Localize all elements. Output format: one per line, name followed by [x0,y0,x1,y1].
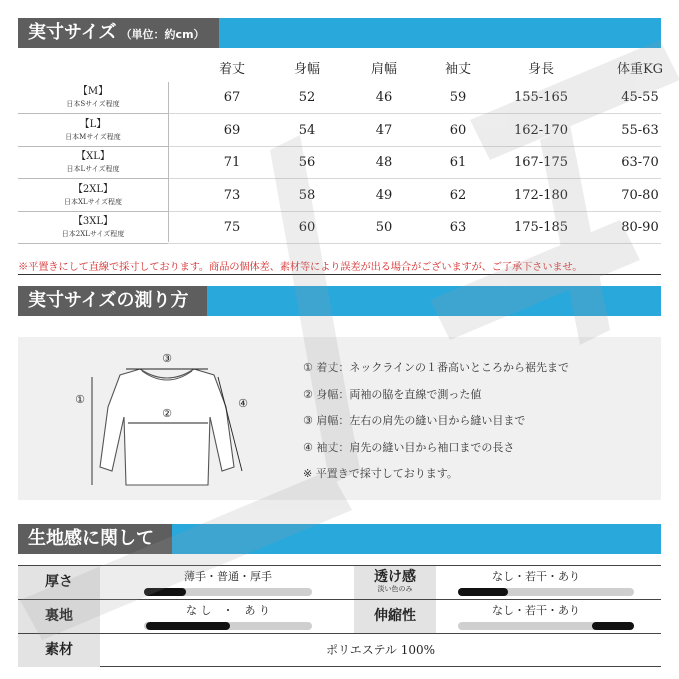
measure-section-tab [18,286,207,316]
size-cell: 175-185 [513,220,569,236]
size-cell: 70-80 [621,187,659,203]
size-equivalent: 日本2XLサイズ程度 [61,230,125,239]
shirt-diagram [68,347,263,497]
size-section-tab [18,18,219,48]
measure-section-title: 実寸サイズの測り方 [28,290,189,311]
size-row [18,115,661,147]
size-cell: 52 [298,90,316,105]
transparency-marker [458,588,508,596]
size-section-header [18,18,661,48]
size-cell: 45-55 [621,90,659,105]
size-cell: 63 [449,220,467,236]
header-sleeve: 袖丈 [444,62,471,77]
row-divider [168,243,661,244]
size-cell: 69 [223,122,241,138]
size-cell: 62 [449,187,467,203]
size-cell: 162-170 [513,122,569,138]
size-cell: 56 [298,155,316,171]
size-cell: 155-165 [513,90,569,105]
measure-panel [18,337,661,500]
measure-item-shoulder: ③ 肩幅：左右の肩先の縫い目から縫い目まで [303,414,526,427]
size-name: 【XL】 [76,151,110,163]
transparency-label: 透け感 [374,569,416,585]
header-height: 身長 [527,62,554,77]
size-name: 【3XL】 [72,216,114,228]
size-row-label [18,147,168,179]
measure-item-width: ② 身幅：両袖の脇を直線で測った値 [303,387,482,401]
size-equivalent: 日本Sサイズ程度 [66,100,120,108]
header-length: 着丈 [218,62,245,77]
measure-list [303,359,569,492]
size-equivalent: 日本Mサイズ程度 [65,132,121,141]
size-row [18,82,661,114]
header-width: 身幅 [293,62,320,77]
fabric-section-title: 生地感に関して [28,528,154,549]
size-cell: 80-90 [621,220,659,236]
lining-options: な し ・ あ り [186,604,270,617]
size-row-label [18,212,168,244]
fabric-table [18,565,661,673]
size-cell: 48 [375,155,393,171]
size-cell: 67 [223,90,241,105]
shirt-outline [100,369,234,485]
transparency-scale [458,588,634,596]
header-shoulder: 肩幅 [370,62,397,77]
thickness-marker [144,588,186,596]
label-length: ① [75,393,85,406]
stretch-options: なし・若干・あり [492,604,580,617]
table-divider [168,82,169,242]
thickness-options: 薄手・普通・厚手 [184,570,272,583]
size-equivalent: 日本Lサイズ程度 [66,165,120,174]
measure-section-header [18,286,661,316]
measurement-note: ※平置きにして直線で採寸しております。商品の個体差、素材等により誤差が出る場合がございますが、ご了承下さいませ。 [18,261,583,273]
measure-item-note: ※ 平置きで採寸しております。 [303,467,458,480]
material-value: ポリエステル 100% [325,643,436,657]
label-width: ② [162,407,172,420]
thickness-scale [144,588,312,596]
size-cell: 50 [375,220,393,236]
size-row-label [18,180,168,212]
size-cell: 47 [375,122,393,138]
fabric-row-2 [18,599,661,633]
size-row [18,212,661,244]
fabric-row-3 [18,633,661,667]
lining-marker [146,622,230,630]
size-cell: 60 [449,122,467,138]
fabric-row-1 [18,565,661,599]
transparency-label-cell [354,566,436,599]
size-row [18,147,661,179]
measure-item-sleeve: ④ 袖丈：肩先の縫い目から袖口までの長さ [303,440,515,454]
size-name: 【M】 [77,86,109,97]
size-row-label [18,82,168,114]
size-cell: 54 [298,122,316,138]
size-cell: 71 [223,155,241,171]
material-label: 素材 [18,634,100,667]
stretch-label: 伸縮性 [354,600,436,633]
size-name: 【L】 [79,118,107,130]
transparency-sublabel: 淡い色のみ [377,585,413,593]
size-cell: 61 [449,155,467,171]
size-cell: 46 [375,90,393,105]
thickness-label: 厚さ [18,566,100,599]
size-cell: 172-180 [513,187,569,203]
label-shoulder: ③ [162,352,172,365]
fabric-section-tab [18,524,172,554]
size-cell: 167-175 [513,155,569,171]
size-cell: 59 [449,90,467,105]
note-divider [18,274,661,275]
measure-item-length: ① 着丈：ネックラインの１番高いところから裾先まで [303,361,570,374]
size-row-label [18,115,168,147]
transparency-options: なし・若干・あり [492,570,580,583]
size-cell: 58 [298,187,316,203]
size-cell: 49 [375,187,393,203]
stretch-scale [458,622,634,630]
lining-scale [144,622,312,630]
size-equivalent: 日本XLサイズ程度 [63,197,123,206]
size-section-title: 実寸サイズ [28,22,117,43]
size-cell: 63-70 [621,155,659,171]
stretch-marker [592,622,634,630]
lining-label: 裏地 [18,600,100,633]
size-cell: 55-63 [621,122,659,138]
size-unit: （単位：約cm） [120,28,205,41]
fabric-section-header [18,524,661,554]
size-name: 【2XL】 [72,183,114,195]
size-cell: 73 [223,187,241,203]
size-cell: 75 [223,220,241,236]
size-cell: 60 [298,220,316,236]
label-sleeve: ④ [238,397,248,410]
header-weight: 体重KG [616,62,664,77]
size-row [18,180,661,212]
